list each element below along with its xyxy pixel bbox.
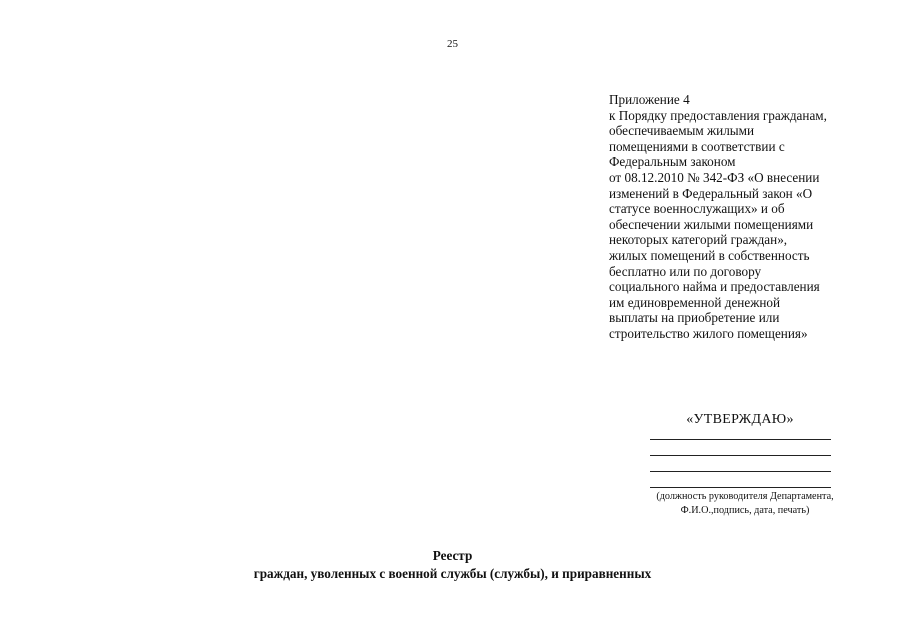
appendix-line: им единовременной денежной [609, 294, 781, 310]
approval-title: «УТВЕРЖДАЮ» [686, 412, 794, 427]
appendix-line: обеспечении жилыми помещениями [609, 216, 814, 232]
document-subtitle: граждан, уволенных с военной службы (службы), и приравненных [253, 566, 652, 581]
signature-caption-line: Ф.И.О.,подпись, дата, печать) [680, 505, 810, 516]
appendix-line: изменений в Федеральный закон «О [609, 185, 813, 201]
signature-caption-line: (должность руководителя Департамента, [656, 491, 834, 502]
document-title: Реестр [432, 548, 473, 563]
signature-line [650, 471, 831, 472]
appendix-line: строительство жилого помещения» [609, 325, 808, 341]
appendix-line: статусе военнослужащих» и об [609, 201, 785, 217]
appendix-line: Федеральным законом [609, 154, 736, 170]
appendix-line: бесплатно или по договору [609, 263, 762, 279]
page-number: 25 [447, 38, 458, 50]
appendix-line: от 08.12.2010 № 342-ФЗ «О внесении [609, 169, 820, 185]
signature-caption [630, 490, 860, 518]
appendix-header [609, 92, 859, 342]
appendix-line: помещениями в соответствии с [609, 138, 785, 154]
appendix-line: социального найма и предоставления [609, 279, 820, 295]
signature-line [650, 487, 831, 488]
signature-line [650, 455, 831, 456]
appendix-line: выплаты на приобретение или [609, 310, 780, 326]
appendix-line: некоторых категорий граждан», [609, 232, 788, 248]
signature-line [650, 439, 831, 440]
appendix-line: Приложение 4 [609, 92, 690, 107]
appendix-line: обеспечиваемым жилыми [609, 123, 755, 139]
appendix-line: к Порядку предоставления гражданам, [609, 107, 827, 123]
appendix-line: жилых помещений в собственность [609, 247, 810, 263]
